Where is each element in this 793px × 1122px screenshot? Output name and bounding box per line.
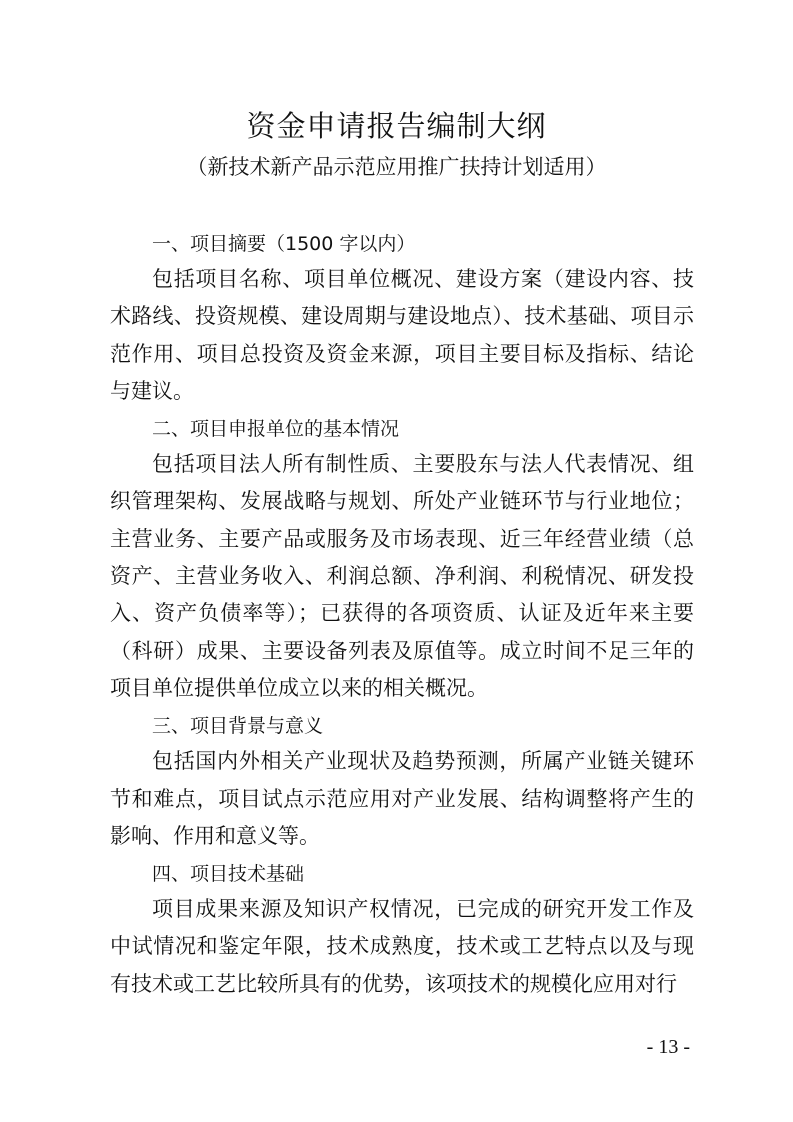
- section-heading-4: 四、项目技术基础: [152, 863, 305, 886]
- document-body: [110, 225, 694, 1003]
- page-number: - 13 -: [646, 1036, 690, 1058]
- section-body-4: 项目成果来源及知识产权情况，已完成的研究开发工作及中试情况和鉴定年限，技术成熟度，技术或工艺特点以及与现有技术或工艺比较所具有的优势，该项技术的规模化应用对行: [110, 897, 694, 996]
- section-heading-2: 二、项目申报单位的基本情况: [152, 418, 400, 441]
- document-subtitle: （新技术新产品示范应用推广扶持计划适用）: [186, 155, 607, 179]
- section-heading-3: 三、项目背景与意义: [152, 715, 324, 738]
- document-title: 资金申请报告编制大纲: [246, 109, 547, 143]
- section-body-2: 包括项目法人所有制性质、主要股东与法人代表情况、组织管理架构、发展战略与规划、所处产业链环节与行业地位；主营业务、主要产品或服务及市场表现、近三年经营业绩（总资产、主营业务收入、利润总额、净利润、利税情况、研发投入、资产负债率等）；已获得的各项资质、认证及近年来主要（科研）成果、主要设备列表及原值等。成立时间不足三年的项目单位提供单位成立以来的相关概况。: [110, 452, 694, 700]
- section-body-3: 包括国内外相关产业现状及趋势预测，所属产业链关键环节和难点，项目试点示范应用对产业发展、结构调整将产生的影响、作用和意义等。: [110, 749, 694, 848]
- section-heading-1: 一、项目摘要（1500 字以内）: [152, 233, 416, 255]
- section-body-1: 包括项目名称、项目单位概况、建设方案（建设内容、技术路线、投资规模、建设周期与建设地点）、技术基础、项目示范作用、项目总投资及资金来源，项目主要目标及指标、结论与建议。: [110, 267, 694, 403]
